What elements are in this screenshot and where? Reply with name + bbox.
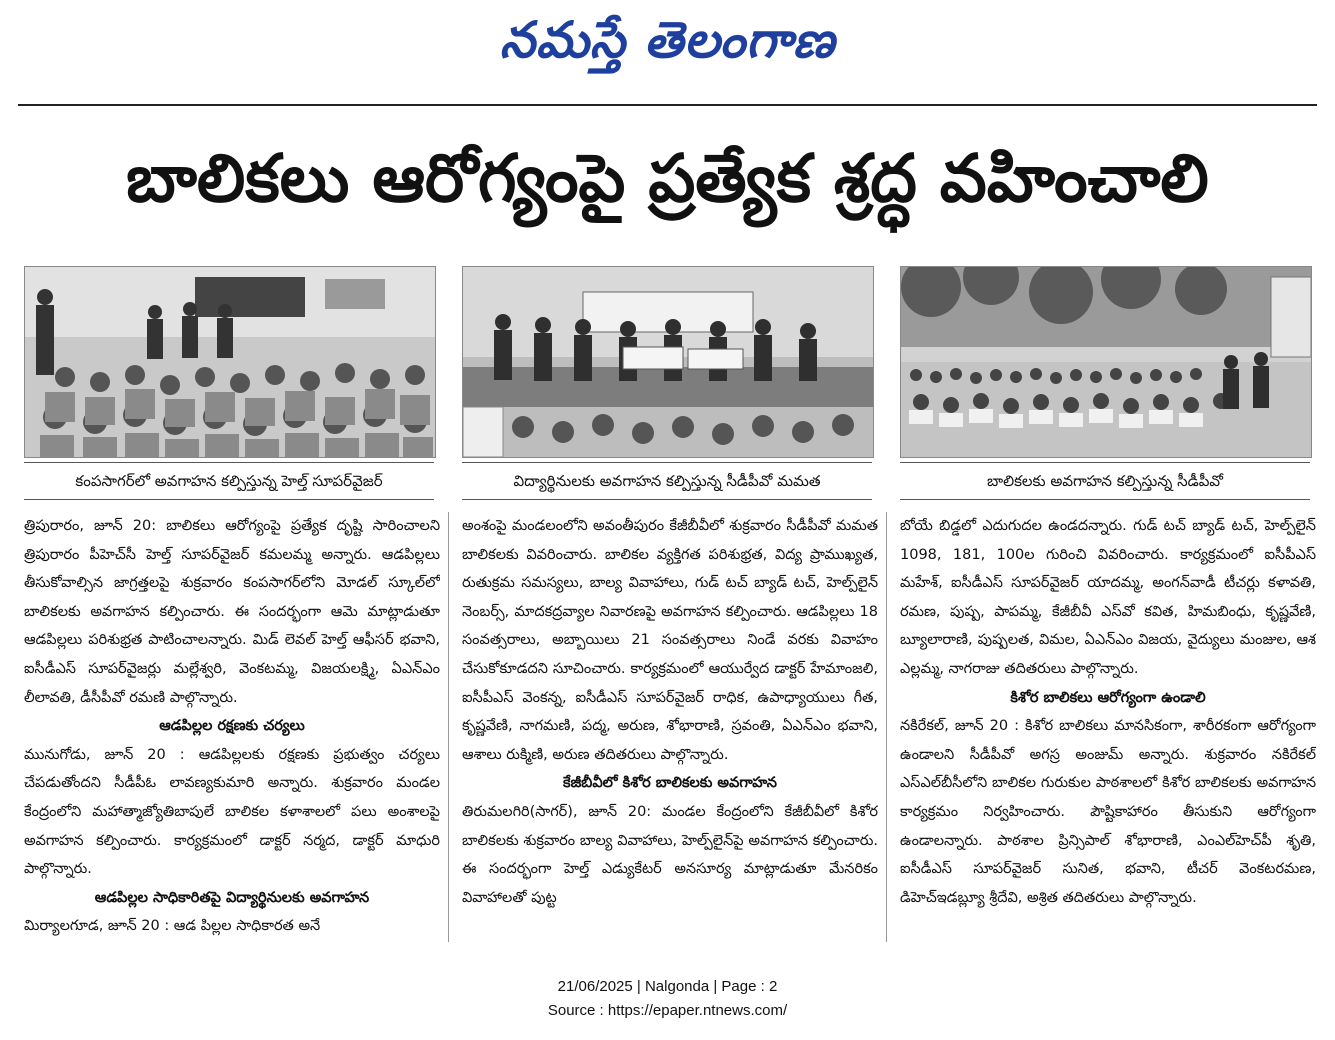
- column-divider: [886, 512, 887, 942]
- photo-caption: కంపసాగర్‌లో అవగాహన కల్పిస్తున్న హెల్త్‌ సూపర్‌వైజర్: [24, 462, 434, 500]
- article-paragraph: త్రిపురారం, జూన్‌ 20: బాలికలు ఆరోగ్యంపై ప్రత్యేక దృష్టి సారించాలని త్రిపురారం పీహెచ్‌సీ హెల్త్‌ సూపర్‌వైజర్‌ కమలమ్మ అన్నారు. ఆడపిల్లలు తీసుకోవాల్సిన జాగ్రత్తలపై శుక్రవారం కంపసాగర్‌లోని మోడల్‌ స్కూల్‌లో బాలికలకు అవగాహన కల్పించారు. ఈ సందర్భంగా ఆమె మాట్లాడుతూ ఆడపిల్లలు పరిశుభ్రత పాటించాలన్నారు. మిడ్‌ లెవల్‌ హెల్త్‌ ఆఫీసర్‌ భవాని, ఐసీడీఎస్‌ సూపర్‌వైజర్లు మల్లేశ్వరి, వెంకటమ్మ, విజయలక్ష్మి, ఏఎన్‌ఎం లీలావతి, డీసీపీవో రమణి పాల్గొన్నారు.: [24, 518, 440, 706]
- edition-info: 21/06/2025 | Nalgonda | Page : 2: [557, 978, 778, 995]
- masthead-divider: [18, 104, 1317, 106]
- article-subheading: ఆడపిల్లల రక్షణకు చర్యలు: [159, 718, 305, 735]
- article-headline: బాలికలు ఆరోగ్యంపై ప్రత్యేక శ్రద్ధ వహించాలి: [126, 140, 1209, 217]
- article-paragraph: మునుగోడు, జూన్‌ 20 : ఆడపిల్లలకు రక్షణకు ప్రభుత్వం చర్యలు చేపడుతోందని సీడీపీఓ లావణ్యకుమారి అన్నారు. శుక్రవారం మండల కేంద్రంలోని మహాత్మాజ్యోతిబాపులే బాలికల కళాశాలలో పలు అంశాలపై అవగాహన కల్పించారు. కార్యక్రమంలో డాక్టర్‌ నర్మద, డాక్టర్‌ మాధురి పాల్గొన్నారు.: [24, 746, 440, 878]
- column-divider: [448, 512, 449, 942]
- photo-stage-banner-event: [462, 266, 874, 458]
- newspaper-masthead: నమస్తే తెలంగాణ: [499, 11, 836, 69]
- article-paragraph: తిరుమలగిరి(సాగర్‌), జూన్‌ 20: మండల కేంద్రంలోని కేజీబీవీలో కిశోర బాలికలకు శుక్రవారం బాల్య వివాహాలు, హెల్ప్‌లైన్‌పై అవగాహన కల్పించారు. ఈ సందర్భంగా హెల్త్‌ ఎడ్యుకేటర్‌ అనసూర్య మాట్లాడుతూ మేనరికం వివాహాలతో పుట్ట: [462, 803, 878, 906]
- article-subheading: కేజీబీవీలో కిశోర బాలికలకు అవగాహన: [563, 775, 777, 792]
- article-paragraph: మిర్యాలగూడ, జూన్‌ 20 : ఆడ పిల్లల సాధికారత అనే: [24, 918, 321, 935]
- article-column-3: [900, 512, 1316, 942]
- photo-caption: విద్యార్థినులకు అవగాహన కల్పిస్తున్న సీడీపీవో మమత: [462, 462, 872, 500]
- photo-caption: బాలికలకు అవగాహన కల్పిస్తున్న సీడీపీవో: [900, 462, 1310, 500]
- photo-outdoor-assembly: [900, 266, 1312, 458]
- article-subheading: ఆడపిల్లల సాధికారితపై విద్యార్థినులకు అవగాహన: [94, 889, 370, 906]
- article-paragraph: అంశంపై మండలంలోని అవంతీపురం కేజీబీవీలో శుక్రవారం సీడీపీవో మమత బాలికలకు వివరించారు. బాలికల వ్యక్తిగత పరిశుభ్రత, విద్య ప్రాముఖ్యత, రుతుక్రమ సమస్యలు, బాల్య వివాహాలు, గుడ్‌ టచ్‌ బ్యాడ్‌ టచ్‌, హెల్ప్‌లైన్‌ నెంబర్స్‌, మాదకద్రవ్యాల నివారణపై అవగాహన కల్పించారు. ఆడపిల్లలు 18 సంవత్సరాలు, అబ్బాయిలు 21 సంవత్సరాలు నిండే వరకు వివాహం చేసుకోకూడదని సూచించారు. కార్యక్రమంలో ఆయుర్వేద డాక్టర్‌ హేమాంజలి, ఐసీపీఎస్‌ వెంకన్న, ఐసీడీఎస్‌ సూపర్‌వైజర్‌ రాధిక, ఉపాధ్యాయులు గీత, కృష్ణవేణి, నాగమణి, పద్మ, అరుణ, శోభారాణి, స్రవంతి, ఏఎన్‌ఎం భవాని, ఆశాలు రుక్మిణి, అరుణ తదితరులు పాల్గొన్నారు.: [462, 518, 878, 763]
- article-paragraph: బోయే బిడ్డలో ఎదుగుదల ఉండదన్నారు. గుడ్‌ టచ్‌ బ్యాడ్‌ టచ్‌, హెల్ప్‌లైన్‌ 1098, 181, 100ల గురించి వివరించారు. కార్యక్రమంలో ఐసీపీఎస్‌ మహేశ్‌, ఐసీడీఎస్‌ సూపర్‌వైజర్‌ యాదమ్మ, అంగన్‌వాడీ టీచర్లు కళావతి, రమణ, పుష్ప, పాపమ్మ, కేజీబీవీ ఎస్‌వో కవిత, హిమబింధు, కృష్ణవేణి, బ్యూలారాణి, పుష్పలత, విమల, ఏఎన్‌ఎం విజయ, వైద్యులు మంజుల, ఆశ ఎల్లమ్మ, నాగరాజు తదితరులు పాల్గొన్నారు.: [900, 518, 1316, 677]
- photo-classroom-students: [24, 266, 436, 458]
- article-column-2: [462, 512, 878, 942]
- source-link[interactable]: Source : https://epaper.ntnews.com/: [547, 1002, 788, 1019]
- article-subheading: కిశోర బాలికలు ఆరోగ్యంగా ఉండాలి: [1010, 689, 1206, 706]
- article-column-1: [24, 512, 440, 942]
- article-paragraph: నకిరేకల్‌, జూన్‌ 20 : కిశోర బాలికలు మానసికంగా, శారీరకంగా ఆరోగ్యంగా ఉండాలని సీడీపీవో అగస్ర అంజుమ్‌ అన్నారు. శుక్రవారం నకిరేకల్‌ ఎస్‌ఎల్‌బీసీలోని బాలికల గురుకుల పాఠశాలలో కిశోర బాలికలకు అవగాహన కార్యక్రమం నిర్వహించారు. పౌష్టికాహారం తీసుకుని ఆరోగ్యంగా ఉండాలన్నారు. పాఠశాల ప్రిన్సిపాల్‌ శోభారాణి, ఎంఎల్‌హెచ్‌పీ శృతి, ఐసీడీఎస్‌ సూపర్‌వైజర్‌ సునిత, భవాని, టీచర్‌ వెంకటరమణ, డిహెచ్‌ఇడబ్ల్యూ శ్రీదేవి, అశ్రిత తదితరులు పాల్గొన్నారు.: [900, 718, 1316, 906]
